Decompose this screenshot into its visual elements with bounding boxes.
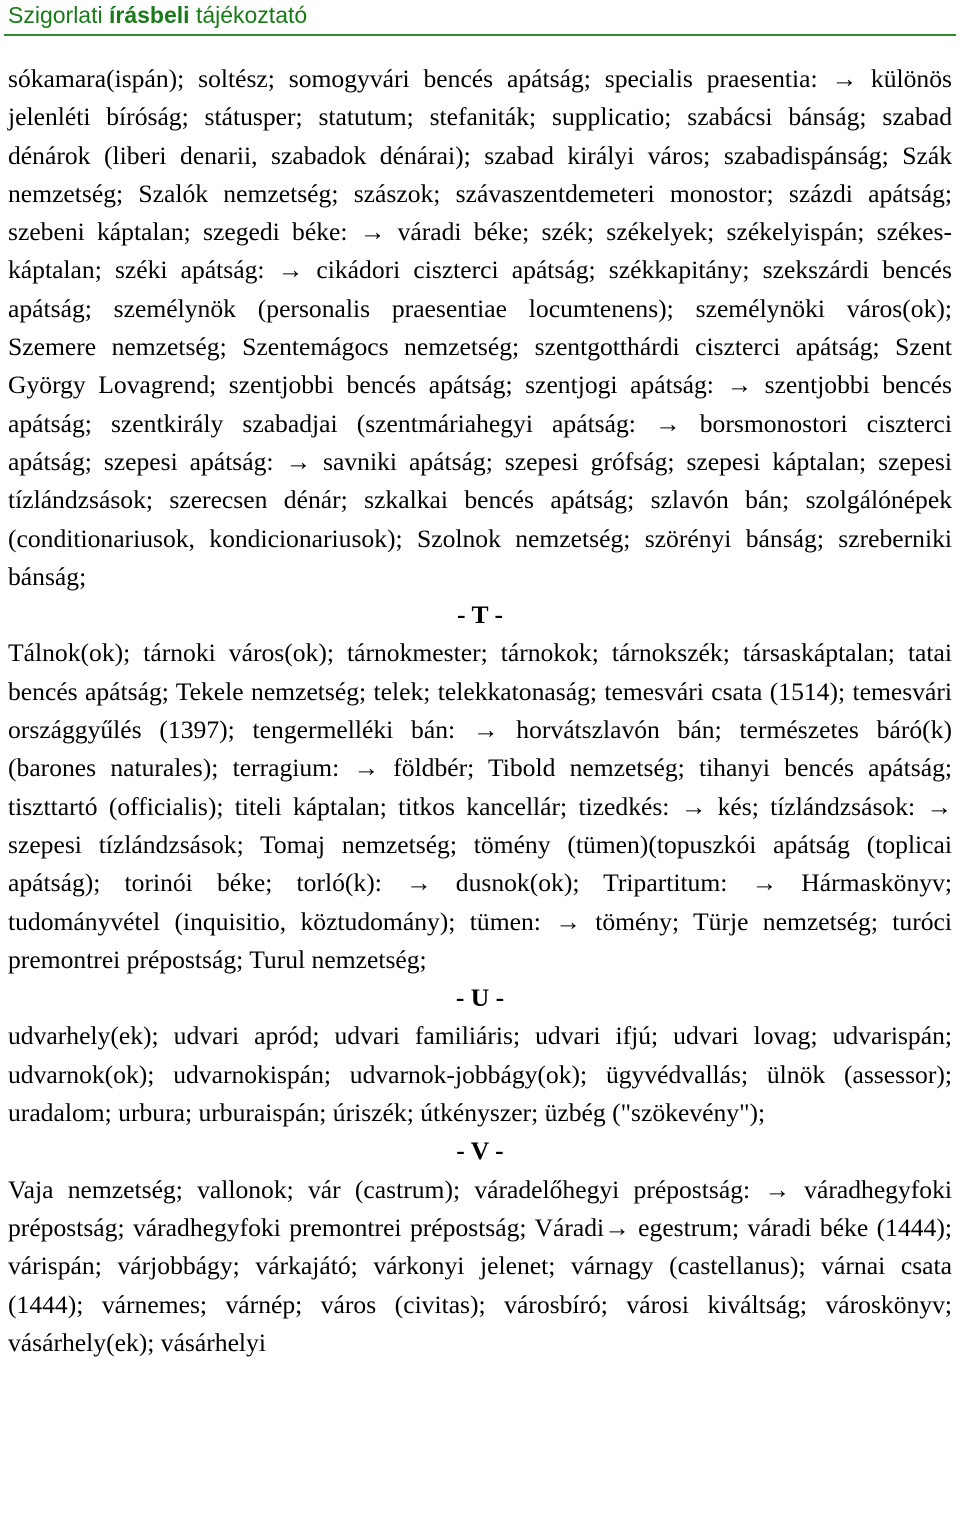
- s-section-continued: sókamara(ispán); soltész; somogyvári bencés apátság; specialis praesentia: → különös jelenléti bíróság; státusper; statutum; stefaniták; supplicatio; szabácsi bánság; szabad dénárok (liberi denarii, szabadok dénárai); szabad királyi város; szabadispánság; Szák nemzetség; Szalók nemzetség; szászok; szávaszentdemeteri monostor; százdi apátság; szebeni káptalan; szegedi béke: → váradi béke; szék; székelyek; székelyispán; székes-káptalan; széki apátság: → cikádori ciszterci apátság; székkapitány; szekszárdi bencés apátság; személynök (personalis praesentiae locumtenens); személynöki város(ok); Szemere nemzetség; Szentemágocs nemzetség; szentgotthárdi ciszterci apátság; Szent György Lovagrend; szentjobbi bencés apátság; szentjogi apátság: → szentjobbi bencés apátság; szentkirály szabadjai (szentmáriahegyi apátság: → borsmonostori ciszterci apátság; szepesi apátság: → savniki apátság; szepesi grófság; szepesi káptalan; szepesi tízlándzsások; szerecsen dénár; szkalkai bencés apátság; szlavón bán; szolgálónépek (conditionariusok, kondicionariusok); Szolnok nemzetség; szörényi bánság; szreberniki bánság;: [8, 64, 952, 591]
- u-section-body: udvarhely(ek); udvari apród; udvari familiáris; udvari ifjú; udvari lovag; udvarispán; udvarnok(ok); udvarnokispán; udvarnok-jobbágy(ok); ügyvédvallás; ülnök (assessor); uradalom; urbura; urburaispán; úriszék; útkényszer; üzbég ("szökevény");: [8, 1021, 952, 1128]
- section-heading-v: - V -: [456, 1136, 504, 1166]
- document-body: [8, 60, 952, 1362]
- header-title-start: Szigorlati: [8, 2, 103, 28]
- section-heading-t: - T -: [457, 600, 503, 630]
- v-section-body: Vaja nemzetség; vallonok; vár (castrum); váradelőhegyi prépostság: → váradhegyfoki prépostság; váradhegyfoki premontrei prépostság; Váradi→ egestrum; váradi béke (1444); várispán; várjobbágy; várkajátó; várkonyi jelenet; várnagy (castellanus); várnai csata (1444); várnemes; várnép; város (civitas); városbíró; városi kiváltság; városkönyv; vásárhely(ek); vásárhelyi: [8, 1174, 952, 1357]
- header-title-bold: írásbeli: [109, 2, 190, 28]
- t-section-body: Tálnok(ok); tárnoki város(ok); tárnokmester; tárnokok; tárnokszék; társaskáptalan; tatai bencés apátság; Tekele nemzetség; telek; telekkatonaság; temesvári csata (1514); temesvári országgyűlés (1397); tengermelléki bán: → horvátszlavón bán; természetes báró(k) (barones naturales); terragium: → földbér; Tibold nemzetség; tihanyi bencés apátság; tiszttartó (officialis); titeli káptalan; titkos kancellár; tizedkés: → kés; tízlándzsások: → szepesi tízlándzsások; Tomaj nemzetség; tömény (tümen)(topuszkói apátság (toplicai apátság); torinói béke; torló(k): → dusnok(ok); Tripartitum: → Hármaskönyv; tudományvétel (inquisitio, köztudomány); tümen: → tömény; Türje nemzetség; turóci premontrei prépostság; Turul nemzetség;: [8, 638, 952, 974]
- header-divider: [4, 34, 956, 36]
- section-heading-u: - U -: [455, 983, 505, 1013]
- header-title-end: tájékoztató: [195, 2, 308, 28]
